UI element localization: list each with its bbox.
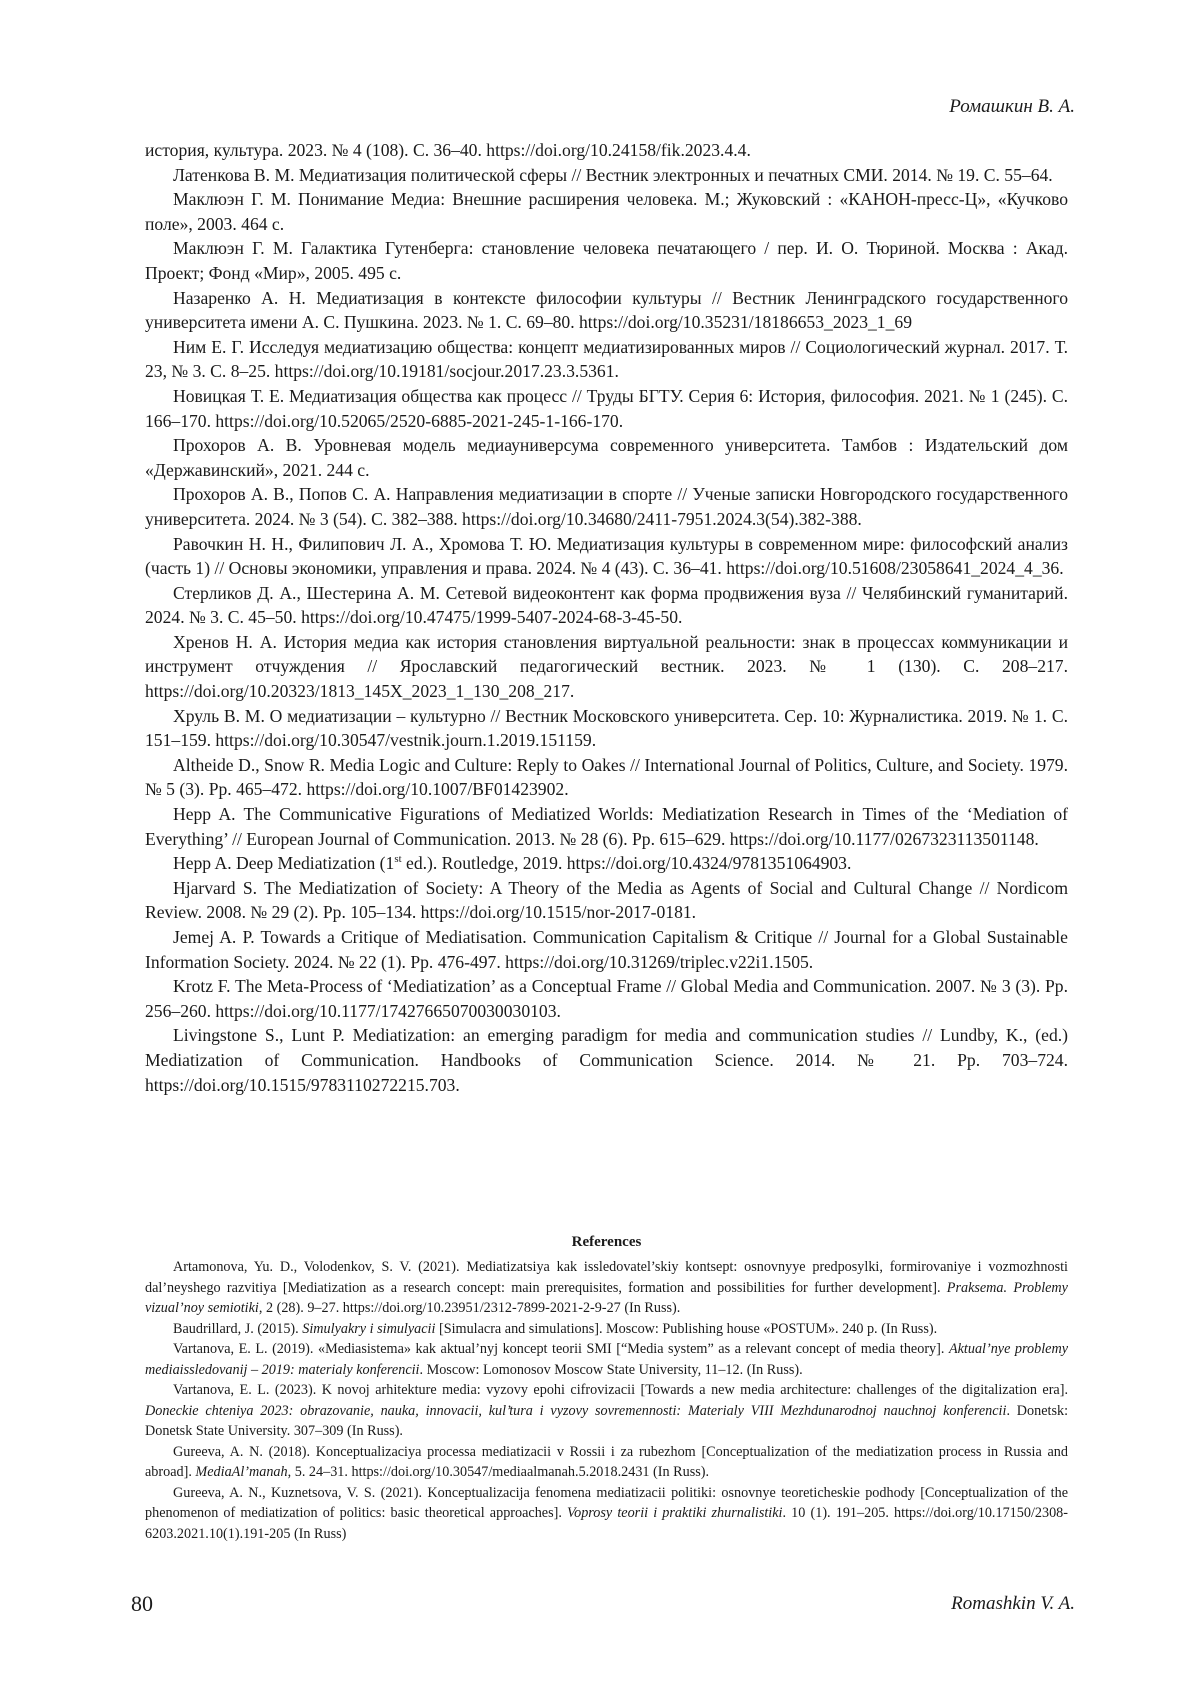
list-item: [145, 1442, 1068, 1483]
page-number: 80: [131, 1591, 153, 1616]
list-item-text: Vartanova, E. L. (2019). «Mediasistema» kak aktual’nyj koncept teorii SMI [“Media system” as a relevant concept of media theory].: [173, 1341, 949, 1357]
list-item: Krotz F. The Meta-Process of ‘Mediatization’ as a Conceptual Frame // Global Media and Communication. 2007. № 3 (3). Pp. 256–260. https://doi.org/10.1177/17427665070030030103.: [145, 976, 1068, 1021]
source-title: Doneckie chteniya 2023: obrazovanie, nauka, innovacii, kul’tura i vyzovy sovremennosti: Materialy VIII Mezhdunarodnoj nauchnoj konferencii: [145, 1402, 1007, 1419]
list-item: Маклюэн Г. М. Галактика Гутенберга: становление человека печатающего / пер. И. О. Тюриной. Москва : Акад. Проект; Фонд «Мир», 2005. 495 с.: [145, 238, 1068, 283]
list-item-text: , 5. 24–31. https://doi.org/10.30547/mediaalmanah.5.2018.2431 (In Russ).: [287, 1464, 710, 1480]
list-item: [145, 1319, 1068, 1340]
running-footer-author: Romashkin V. A.: [951, 1593, 1075, 1614]
list-item-text: . 10 (1). 191–205. https://doi.org/10.17150/2308-6203.2021.10(1).191-205 (In Russ): [145, 1505, 1068, 1542]
references-heading: References: [571, 1234, 642, 1250]
list-item: Jemej A. P. Towards a Critique of Mediatisation. Communication Capitalism & Critique // Journal for a Global Sustainable Information Society. 2024. № 22 (1). Pp. 476-497. https://doi.org/10.31269/triplec.v22i1.1505.: [145, 927, 1068, 972]
list-item: Равочкин Н. Н., Филипович Л. А., Хромова Т. Ю. Медиатизация культуры в современном мире: философский анализ (часть 1) // Основы экономики, управления и права. 2024. № 4 (43). С. 36–41. https://doi.org/10.51608/23058641_2024_4_36.: [145, 533, 1068, 579]
superscript: st: [394, 853, 402, 866]
list-item-text: . Moscow: Lomonosov Moscow State University, 11–12. (In Russ).: [419, 1361, 803, 1378]
list-item: [145, 1380, 1068, 1442]
list-item-text: Baudrillard, J. (2015).: [173, 1320, 303, 1337]
list-item: Прохоров А. В., Попов С. А. Направления медиатизации в спорте // Ученые записки Новгородского государственного университета. 2024. № 3 (54). С. 382–388. https://doi.org/10.34680/2411-7951.2024.3(54).382-388.: [145, 484, 1068, 529]
list-item: Стерликов Д. А., Шестерина А. М. Сетевой видеоконтент как форма продвижения вуза // Челябинский гуманитарий. 2024. № 3. С. 45–50. https://doi.org/10.47475/1999-5407-2024-68-3-45-50.: [145, 582, 1068, 628]
list-item-text: Gureeva, A. N. (2018). Konceptualizaciya processa mediatizacii v Rossii i za rubezhom [Conceptualization of the mediatization process in Russia and abroad].: [145, 1443, 1068, 1480]
list-item-text: , 2 (28). 9–27. https://doi.org/10.23951/2312-7899-2021-2-9-27 (In Russ).: [258, 1300, 681, 1316]
list-item-text: Artamonova, Yu. D., Volodenkov, S. V. (2021). Mediatizatsiya kak issledovatel’skiy kontsept: osnovnyye predposylki, formirovaniye i vozmozhnosti dal’neyshego razvitiya [Mediatization as a research concept: main prerequisites, formation and possibilities for further development].: [145, 1259, 1068, 1296]
source-title: Voprosy teorii i praktiki zhurnalistiki: [567, 1505, 783, 1521]
list-item-text: ed.). Routledge, 2019. https://doi.org/10.4324/9781351064903.: [401, 853, 852, 874]
list-item: Hepp A. The Communicative Figurations of Mediatized Worlds: Mediatization Research in Times of the ‘Mediation of Everything’ // European Journal of Communication. 2013. № 28 (6). Pp. 615–629. https://doi.org/10.1177/0267323113501148.: [145, 804, 1068, 849]
list-item: Хренов Н. А. История медиа как история становления виртуальной реальности: знак в процессах коммуникации и инструмент отчуждения // Ярославский педагогический вестник. 2023. № 1 (130). С. 208–217. https://doi.org/10.20323/1813_145X_2023_1_130_208_217.: [145, 631, 1068, 702]
list-item-text: Gureeva, A. N., Kuznetsova, V. S. (2021). Konceptualizacija fenomena mediatizacii politiki: osnovnye teoreticheskie podhody [Conceptualization of the phenomenon of mediatization of politics: basic theoretical approaches].: [145, 1484, 1068, 1521]
references-list: [145, 1257, 1068, 1544]
source-title: Praksema. Problemy vizual’noy semiotiki: [145, 1279, 1068, 1316]
list-item: Прохоров А. В. Уровневая модель медиауниверсума современного университета. Тамбов : Издательский дом «Державинский», 2021. 244 с.: [145, 435, 1068, 480]
running-header-author: Ромашкин В. А.: [949, 96, 1075, 117]
list-item-text: [Simulacra and simulations]. Moscow: Publishing house «POSTUM». 240 p. (In Russ).: [435, 1320, 938, 1337]
list-item: [145, 1483, 1068, 1545]
list-item: Латенкова В. М. Медиатизация политической сферы // Вестник электронных и печатных СМИ. 2014. № 19. С. 55–64.: [173, 164, 1053, 185]
list-item-text: . Donetsk: Donetsk State University. 307–309 (In Russ).: [145, 1402, 1069, 1439]
list-item-text: Hepp A. Deep Mediatization (1: [173, 853, 395, 874]
list-item: Hjarvard S. The Mediatization of Society: A Theory of the Media as Agents of Social and Cultural Change // Nordicom Review. 2008. № 29 (2). Pp. 105–134. https://doi.org/10.1515/nor-2017-0181.: [145, 877, 1068, 923]
list-item: Livingstone S., Lunt P. Mediatization: an emerging paradigm for media and communication studies // Lundby, K., (ed.) Mediatization of Communication. Handbooks of Communication Science. 2014. № 21. Pp. 703–724. https://doi.org/10.1515/9783110272215.703.: [145, 1025, 1068, 1095]
list-item: Новицкая Т. Е. Медиатизация общества как процесс // Труды БГТУ. Серия 6: История, философия. 2021. № 1 (245). С. 166–170. https://doi.org/10.52065/2520-6885-2021-245-1-166-170.: [145, 385, 1068, 431]
list-item: Назаренко А. Н. Медиатизация в контексте философии культуры // Вестник Ленинградского государственного университета имени А. С. Пушкина. 2023. № 1. С. 69–80. https://doi.org/10.35231/18186653_2023_1_69: [145, 287, 1068, 333]
list-item: Хруль В. М. О медиатизации – культурно // Вестник Московского университета. Сер. 10: Журналистика. 2019. № 1. С. 151–159. https://doi.org/10.30547/vestnik.journ.1.2019.151159.: [145, 705, 1068, 751]
source-title: Aktual’nye problemy mediaissledovanij – 2019: materialy konferencii: [145, 1341, 1068, 1378]
source-title: Simulyakry i simulyacii: [302, 1320, 436, 1337]
list-item: история, культура. 2023. № 4 (108). С. 36–40. https://doi.org/10.24158/fik.2023.4.4.: [145, 140, 751, 160]
list-item: [145, 1339, 1068, 1380]
source-title: MediaAl’manah: [195, 1464, 288, 1480]
list-item: Ним Е. Г. Исследуя медиатизацию общества: концепт медиатизированных миров // Социологический журнал. 2017. Т. 23, № 3. С. 8–25. https://doi.org/10.19181/socjour.2017.23.3.5361.: [145, 336, 1068, 382]
list-item: Маклюэн Г. М. Понимание Медиа: Внешние расширения человека. М.; Жуковский : «КАНОН-пресс-Ц», «Кучково поле», 2003. 464 с.: [145, 189, 1068, 234]
bibliography-list: [145, 138, 1068, 1097]
list-item: [145, 851, 1068, 876]
list-item-text: Vartanova, E. L. (2023). K novoj arhitekture media: vyzovy epohi cifrovizacii [Towards a new media architecture: challenges of the digitalization era].: [173, 1382, 1068, 1398]
list-item: Altheide D., Snow R. Media Logic and Culture: Reply to Oakes // International Journal of Politics, Culture, and Society. 1979. № 5 (3). Pp. 465–472. https://doi.org/10.1007/BF01423902.: [145, 754, 1068, 800]
list-item: [145, 1257, 1068, 1319]
